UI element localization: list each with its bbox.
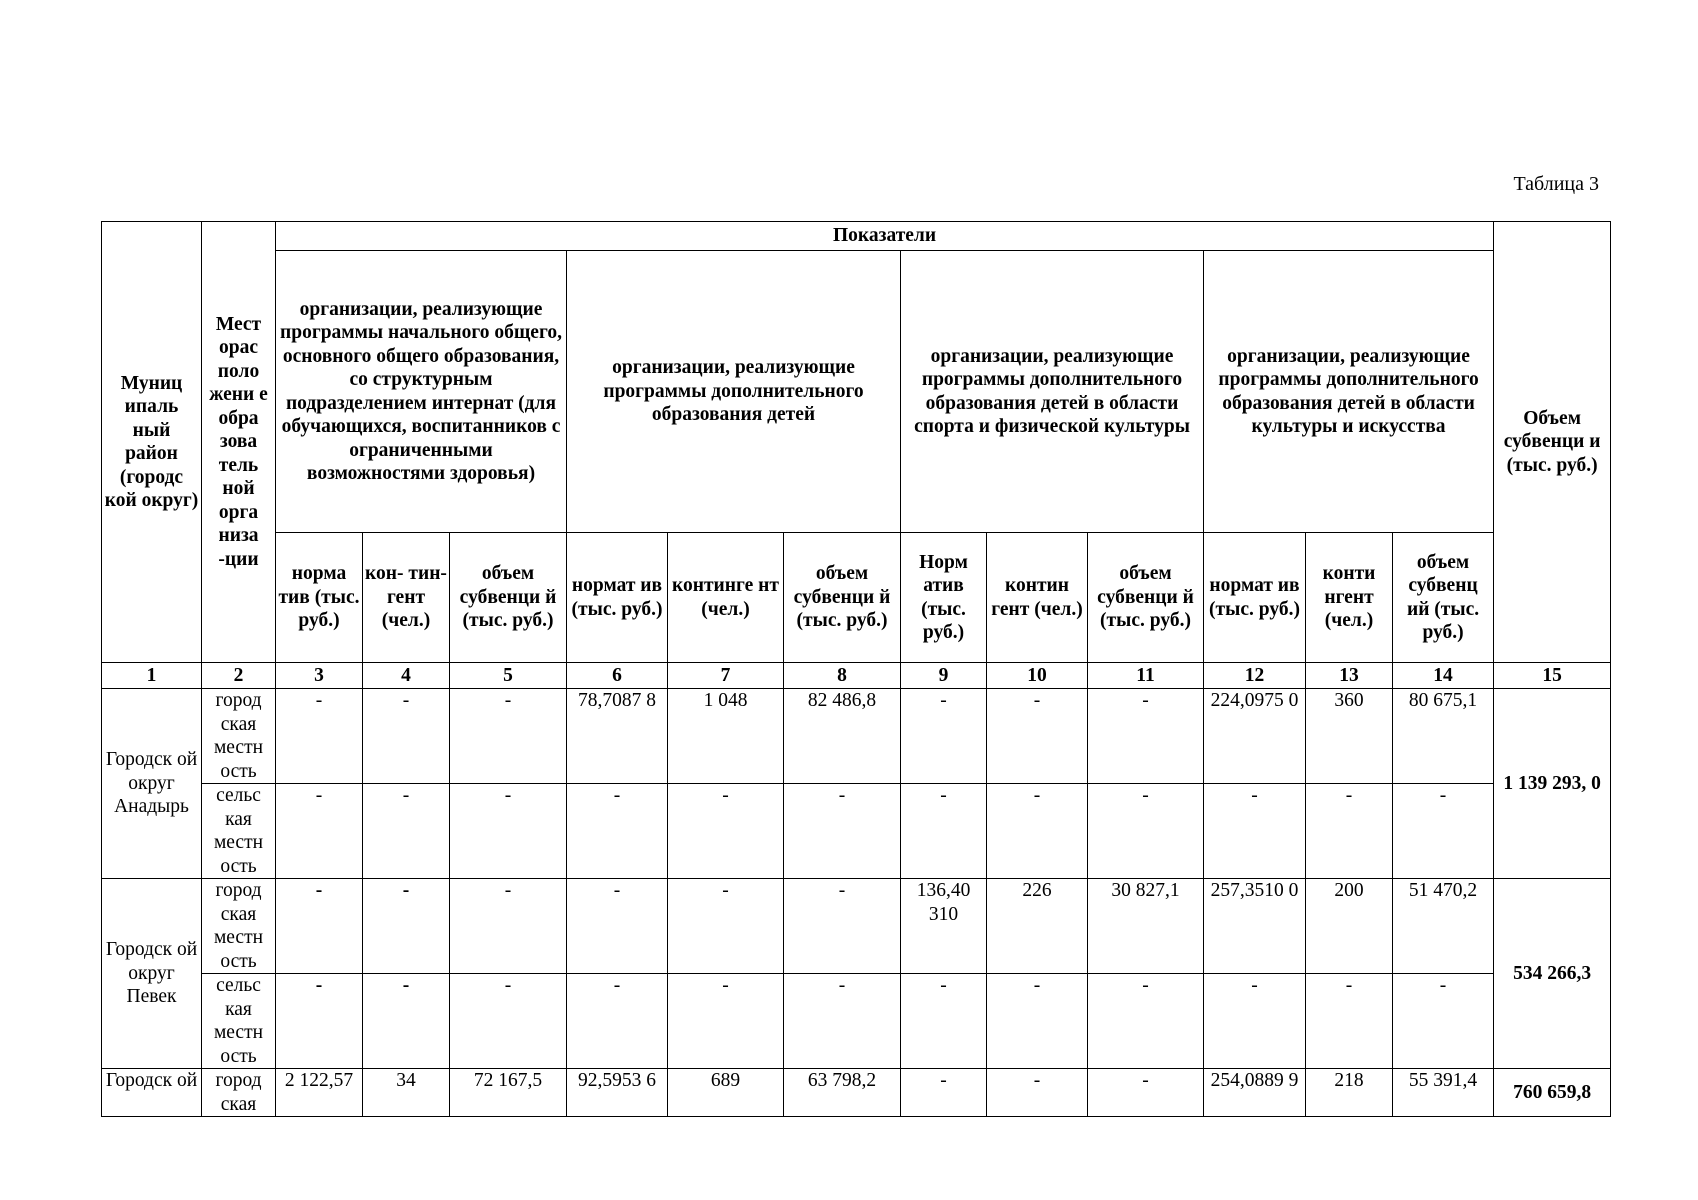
- value-cell: -: [450, 879, 567, 974]
- header-subcol: континге нт (чел.): [668, 533, 784, 663]
- value-cell: 51 470,2: [1393, 879, 1494, 974]
- header-subcol: Норм атив (тыс. руб.): [901, 533, 987, 663]
- header-subsidy-total: Объем субвенци и (тыс. руб.): [1494, 222, 1611, 663]
- table-row: [102, 1069, 1611, 1117]
- value-cell: 55 391,4: [1393, 1069, 1494, 1117]
- value-cell: -: [987, 689, 1088, 784]
- value-cell: -: [363, 689, 450, 784]
- value-cell: 63 798,2: [784, 1069, 901, 1117]
- value-cell: -: [450, 784, 567, 879]
- value-cell: 82 486,8: [784, 689, 901, 784]
- location-cell: сельс кая местн ость: [202, 784, 276, 879]
- value-cell: -: [363, 879, 450, 974]
- value-cell: -: [1393, 974, 1494, 1069]
- value-cell: -: [1306, 974, 1393, 1069]
- value-cell: -: [276, 879, 363, 974]
- value-cell: 72 167,5: [450, 1069, 567, 1117]
- value-cell: -: [1088, 1069, 1204, 1117]
- table-row: [102, 784, 1611, 879]
- column-number: 8: [784, 663, 901, 689]
- value-cell: 92,5953 6: [567, 1069, 668, 1117]
- value-cell: 80 675,1: [1393, 689, 1494, 784]
- header-group: организации, реализующие программы дополнительного образования детей в области культуры и искусства: [1204, 251, 1494, 533]
- value-cell: -: [1088, 689, 1204, 784]
- value-cell: 200: [1306, 879, 1393, 974]
- value-cell: -: [567, 784, 668, 879]
- value-cell: -: [567, 879, 668, 974]
- header-group: организации, реализующие программы начального общего, основного общего образования, со структурным подразделением интернат (для обучающихся, воспитанников с ограниченными возможностями здоровья): [276, 251, 567, 533]
- column-number: 14: [1393, 663, 1494, 689]
- column-number: 3: [276, 663, 363, 689]
- value-cell: -: [276, 974, 363, 1069]
- value-cell: -: [1204, 784, 1306, 879]
- column-number: 11: [1088, 663, 1204, 689]
- total-cell: 534 266,3: [1494, 879, 1611, 1069]
- header-subcol: кон- тин- гент (чел.): [363, 533, 450, 663]
- column-number: 13: [1306, 663, 1393, 689]
- column-number: 6: [567, 663, 668, 689]
- value-cell: -: [901, 1069, 987, 1117]
- value-cell: -: [1088, 974, 1204, 1069]
- value-cell: 257,3510 0: [1204, 879, 1306, 974]
- value-cell: -: [784, 974, 901, 1069]
- table-caption: Таблица 3: [1513, 173, 1599, 195]
- value-cell: -: [450, 689, 567, 784]
- column-number: 9: [901, 663, 987, 689]
- value-cell: -: [987, 784, 1088, 879]
- value-cell: -: [1393, 784, 1494, 879]
- total-cell: 760 659,8: [1494, 1069, 1611, 1117]
- value-cell: 218: [1306, 1069, 1393, 1117]
- value-cell: 2 122,57: [276, 1069, 363, 1117]
- header-municipality: Муниц ипаль ный район (городс кой округ): [102, 222, 202, 663]
- value-cell: 689: [668, 1069, 784, 1117]
- header-group: организации, реализующие программы дополнительного образования детей: [567, 251, 901, 533]
- location-cell: город ская: [202, 1069, 276, 1117]
- subsidy-table: [101, 221, 1611, 1117]
- value-cell: 78,7087 8: [567, 689, 668, 784]
- value-cell: -: [784, 784, 901, 879]
- municipality-cell: Городск ой: [102, 1069, 202, 1117]
- header-location: Мест орас поло жени е обра зова тель ной орга низа -ции: [202, 222, 276, 663]
- value-cell: -: [363, 974, 450, 1069]
- value-cell: -: [668, 974, 784, 1069]
- municipality-cell: Городск ой округ Анадырь: [102, 689, 202, 879]
- value-cell: -: [987, 974, 1088, 1069]
- value-cell: -: [901, 689, 987, 784]
- header-subcol: объем субвенц ий (тыс. руб.): [1393, 533, 1494, 663]
- value-cell: -: [1088, 784, 1204, 879]
- value-cell: 34: [363, 1069, 450, 1117]
- value-cell: 224,0975 0: [1204, 689, 1306, 784]
- table-row: [102, 689, 1611, 784]
- column-number: 12: [1204, 663, 1306, 689]
- value-cell: 30 827,1: [1088, 879, 1204, 974]
- column-number: 2: [202, 663, 276, 689]
- header-subcol: нормат ив (тыс. руб.): [567, 533, 668, 663]
- value-cell: 360: [1306, 689, 1393, 784]
- header-subcol: объем субвенци й (тыс. руб.): [1088, 533, 1204, 663]
- value-cell: 136,40 310: [901, 879, 987, 974]
- value-cell: 254,0889 9: [1204, 1069, 1306, 1117]
- header-subcol: нормат ив (тыс. руб.): [1204, 533, 1306, 663]
- header-subcol: конти нгент (чел.): [1306, 533, 1393, 663]
- column-number: 5: [450, 663, 567, 689]
- column-number: 7: [668, 663, 784, 689]
- header-subcol: норма тив (тыс. руб.): [276, 533, 363, 663]
- table-row: [102, 974, 1611, 1069]
- header-indicators: Показатели: [276, 222, 1494, 251]
- value-cell: -: [784, 879, 901, 974]
- header-subcol: объем субвенци й (тыс. руб.): [784, 533, 901, 663]
- value-cell: -: [1204, 974, 1306, 1069]
- column-number: 4: [363, 663, 450, 689]
- value-cell: -: [450, 974, 567, 1069]
- value-cell: -: [276, 689, 363, 784]
- value-cell: -: [1306, 784, 1393, 879]
- location-cell: сельс кая местн ость: [202, 974, 276, 1069]
- column-number: 15: [1494, 663, 1611, 689]
- location-cell: город ская местн ость: [202, 879, 276, 974]
- value-cell: -: [668, 784, 784, 879]
- value-cell: 1 048: [668, 689, 784, 784]
- table-row: [102, 879, 1611, 974]
- value-cell: -: [987, 1069, 1088, 1117]
- municipality-cell: Городск ой округ Певек: [102, 879, 202, 1069]
- value-cell: 226: [987, 879, 1088, 974]
- value-cell: -: [276, 784, 363, 879]
- location-cell: город ская местн ость: [202, 689, 276, 784]
- value-cell: -: [901, 974, 987, 1069]
- column-number: 1: [102, 663, 202, 689]
- column-number: 10: [987, 663, 1088, 689]
- value-cell: -: [901, 784, 987, 879]
- value-cell: -: [363, 784, 450, 879]
- header-group: организации, реализующие программы дополнительного образования детей в области спорта и физической культуры: [901, 251, 1204, 533]
- header-subcol: контин гент (чел.): [987, 533, 1088, 663]
- value-cell: -: [567, 974, 668, 1069]
- total-cell: 1 139 293, 0: [1494, 689, 1611, 879]
- header-subcol: объем субвенци й (тыс. руб.): [450, 533, 567, 663]
- value-cell: -: [668, 879, 784, 974]
